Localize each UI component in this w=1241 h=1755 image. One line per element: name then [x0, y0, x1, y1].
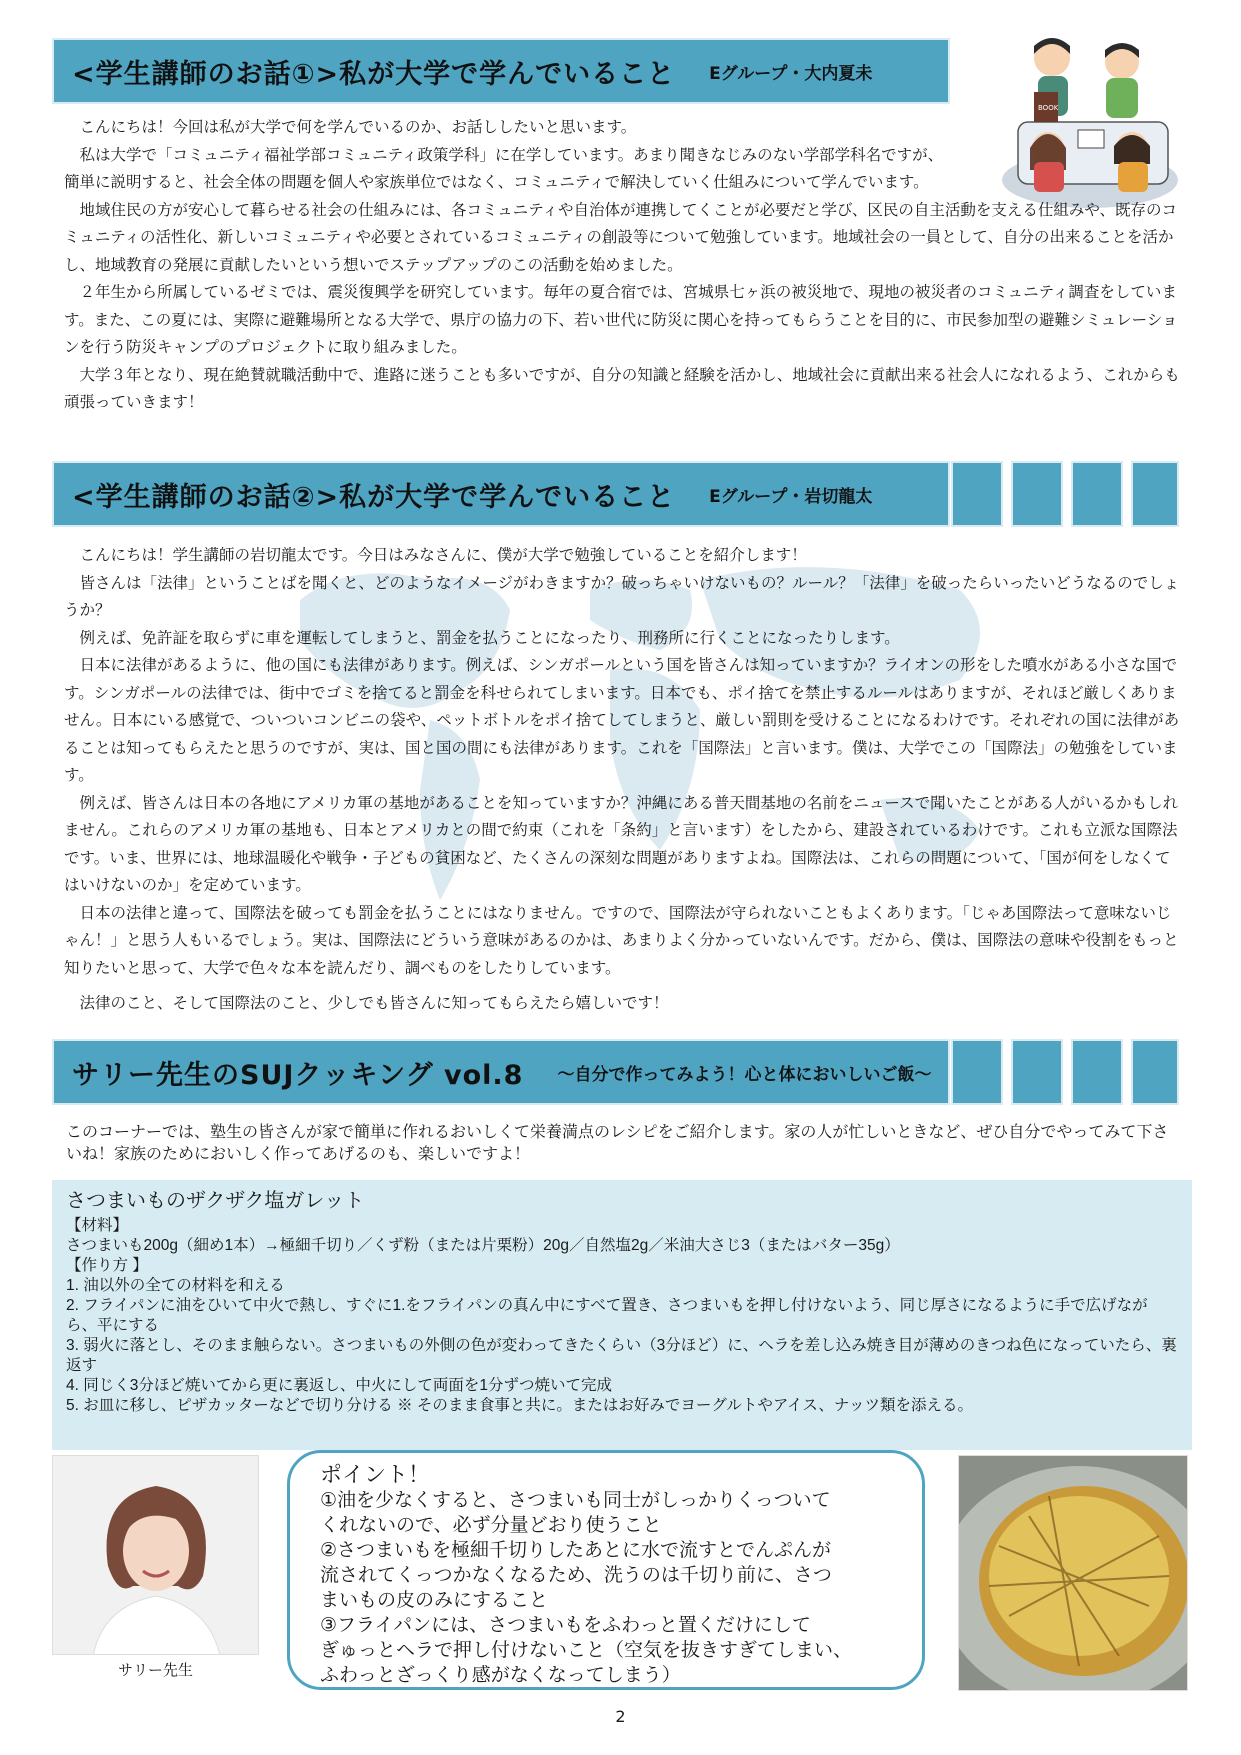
section2-paragraph: 日本の法律と違って、国際法を破っても罰金を払うことにはなりません。ですので、国際法が守られないこともよくあります。「じゃあ国際法って意味ないじゃん！」と思う人もいるでしょう。実は、国際法にどういう意味があるのかは、あまりよく分かっていないんです。だから、僕は、国際法の意味や役割をもっと知りたいと思って、大学で色々な本を読んだり、調べものをしたりしています。: [64, 903, 1179, 977]
section1-body: [64, 114, 1184, 417]
book-label: BOOK: [1038, 104, 1059, 112]
section2-paragraph: 皆さんは「法律」ということばを聞くと、どのようなイメージがわきますか？破っちゃいけないもの？ルール？「法律」を破ったらいったいどうなるのでしょうか？: [64, 573, 1180, 619]
page-number: 2: [615, 1707, 626, 1726]
section2-author: Eグループ・岩切龍太: [709, 486, 873, 507]
section2-paragraph: こんにちは！学生講師の岩切龍太です。今日はみなさんに、僕が大学で勉強していることを紹介します！: [79, 546, 807, 564]
header-square-decoration: [1011, 1039, 1063, 1105]
recipe-step: 2. フライパンに油をひいて中火で熱し、すぐに1.をフライパンの真ん中にすべて置き、さつまいもを押し付けないよう、同じ厚さになるように手で広げながら、平にする: [66, 1297, 1148, 1334]
header-square-decoration: [1071, 461, 1123, 527]
recipe-title: さつまいものザクザク塩ガレット: [66, 1190, 365, 1212]
header-square-decoration: [1011, 461, 1063, 527]
header-square-decoration: [951, 1039, 1003, 1105]
point-line: ぎゅっとヘラで押し付けないこと（空気を抜きすぎてしまい、: [320, 1639, 853, 1661]
point-speech-bubble: [287, 1450, 925, 1690]
recipe-step: 3. 弱火に落とし、そのまま触らない。さつまいもの外側の色が変わってきたくらい（3分ほど）に、ヘラを差し込み焼き目が薄めのきつね色になっていたら、裏返す: [66, 1337, 1177, 1374]
section1-paragraph: 私は大学で「コミュニティ福祉学部コミュニティ政策学科」に在学しています。あまり聞きなじみのない学部学科名ですが、簡単に説明すると、社会全体の問題を個人や家族単位ではなく、コミュニティで解決していく仕組みについて学んでいます。: [64, 145, 944, 191]
header-square-decoration: [1131, 1039, 1179, 1105]
section1-paragraph: 大学３年となり、現在絶賛就職活動中で、進路に迷うことも多いですが、自分の知識と経験を活かし、地域社会に貢献出来る社会人になれるよう、これからも頑張っていきます！: [64, 365, 1180, 411]
ingredients-text: さつまいも200g（細め1本）→極細千切り／くず粉（または片栗粉）20g／自然塩2g／米油大さじ3（またはバター35g）: [66, 1237, 900, 1254]
header-square-decoration: [1071, 1039, 1123, 1105]
section3-header: [52, 1039, 950, 1105]
section3-subtitle: ～自分で作ってみよう！心と体においしいご飯～: [557, 1064, 932, 1085]
teacher-photo: [52, 1455, 259, 1655]
point-line: くれないので、必ず分量どおり使うこと: [320, 1514, 662, 1536]
teacher-caption: サリー先生: [117, 1661, 193, 1679]
point-line: ふわっとざっくり感がなくなってしまう）: [320, 1664, 681, 1686]
section1-title: <学生講師のお話①>私が大学で学んでいること: [72, 58, 676, 90]
header-square-decoration: [951, 461, 1003, 527]
section3-title: サリー先生のSUJクッキング vol.8: [72, 1059, 524, 1091]
point-heading: ポイント！: [320, 1463, 431, 1488]
ingredients-heading: 【材料】: [66, 1217, 129, 1234]
section3-intro: このコーナーでは、塾生の皆さんが家で簡単に作れるおいしくて栄養満点のレシピをご紹介します。家の人が忙しいときなど、ぜひ自分でやってみて下さいね！家族のためにおいしく作ってあげるのも、楽しいですよ！: [66, 1124, 1169, 1163]
section1-paragraph: ２年生から所属しているゼミでは、震災復興学を研究しています。毎年の夏合宿では、宮城県七ヶ浜の被災地で、現地の被災者のコミュニティ調査をしています。また、この夏には、実際に避難場所となる大学で、県庁の協力の下、若い世代に防災に関心を持ってもらうことを目的に、市民参加型の避難シミュレーションを行う防災キャンプのプロジェクトに取り組みました。: [64, 283, 1178, 356]
section2-header: [52, 461, 950, 527]
recipe-box: [52, 1180, 1192, 1450]
recipe-step: 5. お皿に移し、ピザカッターなどで切り分ける ※ そのまま食事と共に。またはお好みでヨーグルトやアイス、ナッツ類を添える。: [66, 1397, 974, 1414]
header-square-decoration: [1131, 461, 1179, 527]
section2-closing: 法律のこと、そして国際法のこと、少しでも皆さんに知ってもらえたら嬉しいです！: [79, 994, 669, 1012]
section1-header: [52, 38, 950, 104]
section1-author: Eグループ・大内夏未: [709, 63, 873, 84]
recipe-step: 1. 油以外の全ての材料を和える: [66, 1277, 285, 1294]
galette-photo: [958, 1455, 1188, 1691]
point-line: 流されてくっつかなくなるため、洗うのは千切り前に、さつ: [320, 1564, 832, 1586]
section1-paragraph: こんにちは！今回は私が大学で何を学んでいるのか、お話ししたいと思います。: [79, 118, 637, 136]
section2-paragraph: 例えば、皆さんは日本の各地にアメリカ軍の基地があることを知っていますか？沖縄にある普天間基地の名前をニュースで聞いたことがある人がいるかもしれません。これらのアメリカ軍の基地も、日本とアメリカとの間で約束（これを「条約」と言います）をしたから、建設されているわけです。これも立派な国際法です。いま、世界には、地球温暖化や戦争・子どもの貧困など、たくさんの深刻な問題がありますよね。国際法は、これらの問題について、「国が何をしなくてはいけないのか」を定めています。: [64, 793, 1179, 894]
point-line: ②さつまいもを極細千切りしたあとに水で流すとでんぷんが: [320, 1539, 832, 1561]
steps-heading: 【作り方 】: [66, 1257, 148, 1274]
point-line: ③フライパンには、さつまいもをふわっと置くだけにして: [320, 1614, 811, 1636]
recipe-step: 4. 同じく3分ほど焼いてから更に裏返し、中火にして両面を1分ずつ焼いて完成: [66, 1377, 612, 1394]
point-line: まいもの皮のみにすること: [320, 1589, 549, 1611]
section2-paragraph: 日本に法律があるように、他の国にも法律があります。例えば、シンガポールという国を皆さんは知っていますか？ライオンの形をした噴水がある小さな国です。シンガポールの法律では、街中でゴミを捨てると罰金を科せられてしまいます。日本でも、ポイ捨てを禁止するルールはありますが、それほど厳しくありません。日本にいる感覚で、ついついコンビニの袋や、ペットボトルをポイ捨てしてしまうと、厳しい罰則を受けることになるわけです。それぞれの国に法律があることは知ってもらえたと思うのですが、実は、国と国の間にも法律があります。これを「国際法」と言います。僕は、大学でこの「国際法」の勉強をしています。: [64, 656, 1180, 784]
section2-title: <学生講師のお話②>私が大学で学んでいること: [72, 481, 676, 513]
point-line: ①油を少なくすると、さつまいも同士がしっかりくっついて: [320, 1489, 831, 1511]
section2-body: [64, 542, 1184, 1018]
section1-paragraph: 地域住民の方が安心して暮らせる社会の仕組みには、各コミュニティや自治体が連携してくことが必要だと学び、区民の自主活動を支える仕組みや、既存のコミュニティの活性化、新しいコミュニティや必要とされているコミュニティの創設等について勉強しています。地域社会の一員として、自分の出来ることを活かし、地域教育の発展に貢献したいという想いでステップアップのこの活動を始めました。: [64, 200, 1178, 274]
section2-paragraph: 例えば、免許証を取らずに車を運転してしまうと、罰金を払うことになったり、刑務所に行くことになったりします。: [79, 628, 900, 647]
